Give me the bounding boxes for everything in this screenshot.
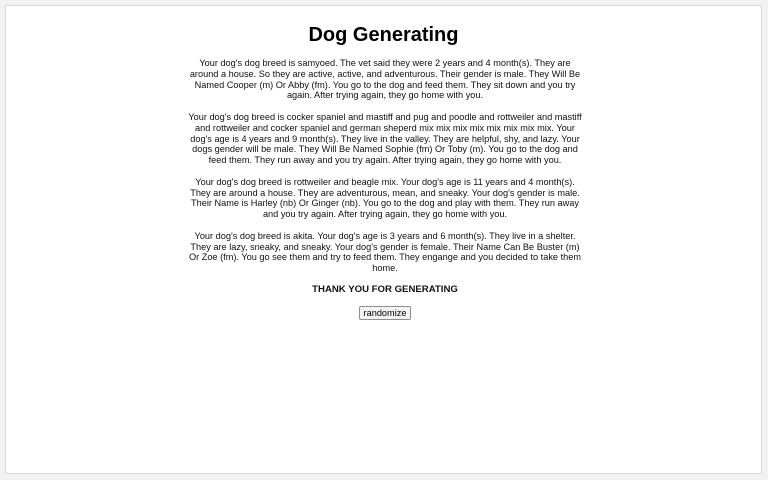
dog-paragraph-4: Your dog's dog breed is akita. Your dog's age is 3 years and 6 month(s). They live in a shelter. They are lazy, sneaky, and sneaky. Your dog's gender is female. Their Name Can Be Buster (m) Or Zoe (fm). You go see them and try to feed them. They engange and you decided to take them home. (188, 230, 582, 274)
dog-paragraph-2: Your dog's dog breed is cocker spaniel and mastiff and pug and poodle and rottweiler and mastiff and rottweiler and cocker spaniel and german sheperd mix mix mix mix mix mix mix mix. Your dog's age is 4 years and 9 month(s). They live in the valley. They are helpful, shy, and lazy. Your dogs gender will be male. They Will Be Named Sophie (fm) Or Toby (m). You go to the dog and feed them. They run away and you try again. After trying again, they go home with you. (188, 111, 582, 166)
generated-content (185, 58, 585, 320)
page-frame (5, 5, 762, 474)
page-title: Dog Generating (308, 24, 459, 46)
dog-paragraph-3: Your dog's dog breed is rottweiler and beagle mix. Your dog's age is 11 years and 4 month(s). They are around a house. They are adventurous, mean, and sneaky. Your dog's gender is male. Their Name is Harley (nb) Or Ginger (nb). You go to the dog and play with them. They run away and you try again. After trying again, they go home with you. (190, 176, 580, 220)
randomize-button[interactable]: randomize (359, 306, 412, 320)
dog-paragraph-1: Your dog's dog breed is samyoed. The vet said they were 2 years and 4 month(s). They are around a house. So they are active, active, and adventurous. Their gender is male. They Will Be Named Cooper (m) Or Abby (fm). You go to the dog and feed them. They sit down and you try again. After trying again, they go home with you. (189, 58, 581, 101)
thanks-message: THANK YOU FOR GENERATING (312, 283, 458, 295)
